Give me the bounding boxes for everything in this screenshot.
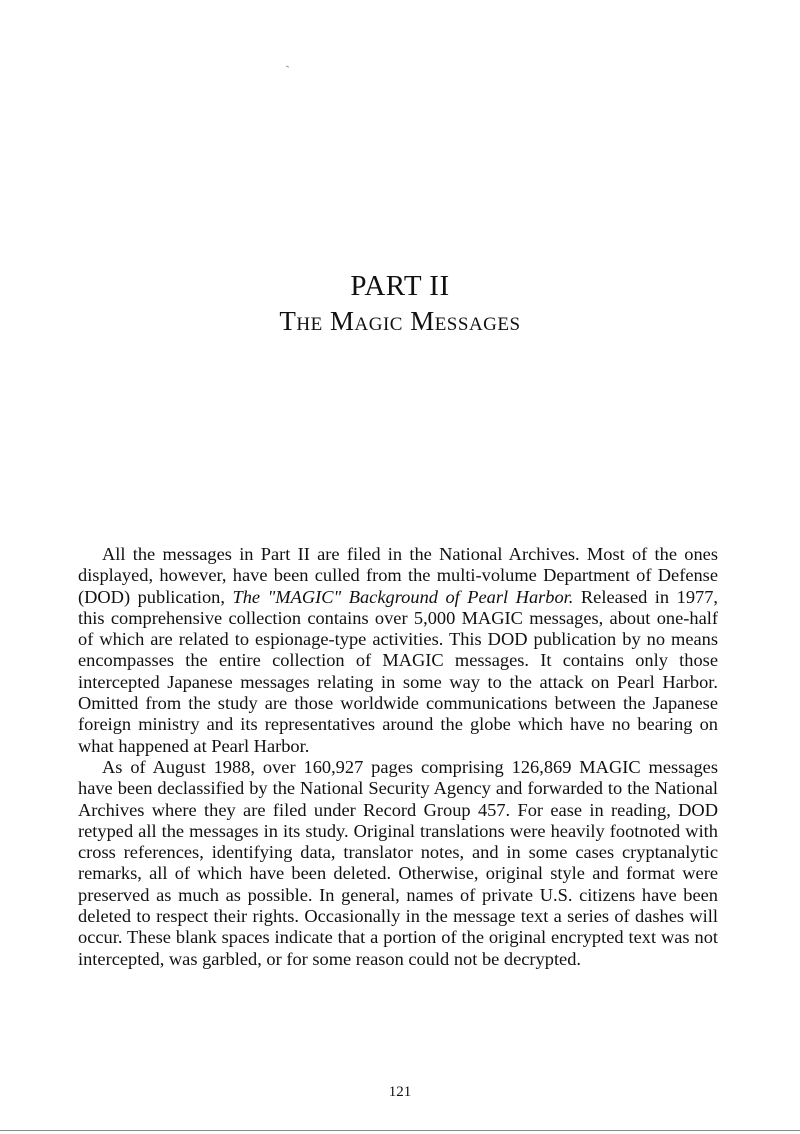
body-text [78,544,718,970]
page-number: 121 [388,1084,412,1100]
part-title-heading: The Magic Messages [279,306,521,336]
paragraph-1-text-continued: Released in 1977, this comprehensive collection contains over 5,000 MAGIC messages, about one-half of which are related to espionage-type activities. This DOD publication by no means encompasses the entire collection of MAGIC messages. It contains only those intercepted Japanese messages relating in some way to the attack on Pearl Harbor. Omitted from the study are those worldwide communications between the Japanese foreign ministry and its representatives around the globe which have no bearing on what happened at Pearl Harbor. [78,586,719,756]
paragraph-1-text: All the messages in Part II are filed in the National Archives. Most of the ones displayed, however, have been culled from the multi-volume Department of Defense (DOD) publication, [78,544,718,607]
paragraph-2 [78,757,718,970]
scan-speck [286,65,289,67]
paragraph-2-text: As of August 1988, over 160,927 pages comprising 126,869 MAGIC messages have been declassified by the National Security Agency and forwarded to the National Archives where they are filed under Record Group 457. For ease in reading, DOD retyped all the messages in its study. Original translations were heavily footnoted with cross references, identifying data, translator notes, and in some cases cryptanalytic remarks, all of which have been deleted. Otherwise, original style and format were preserved as much as possible. In general, names of private U.S. citizens have been deleted to respect their rights. Occasionally in the message text a series of dashes will occur. These blank spaces indicate that a portion of the original encrypted text was not intercepted, was garbled, or for some reason could not be decrypted. [78,756,718,969]
part-number-heading: PART II [350,270,450,302]
publication-title: The "MAGIC" Background of Pearl Harbor. [232,586,574,607]
paragraph-1 [78,544,718,757]
bottom-edge-rule [0,1130,800,1131]
